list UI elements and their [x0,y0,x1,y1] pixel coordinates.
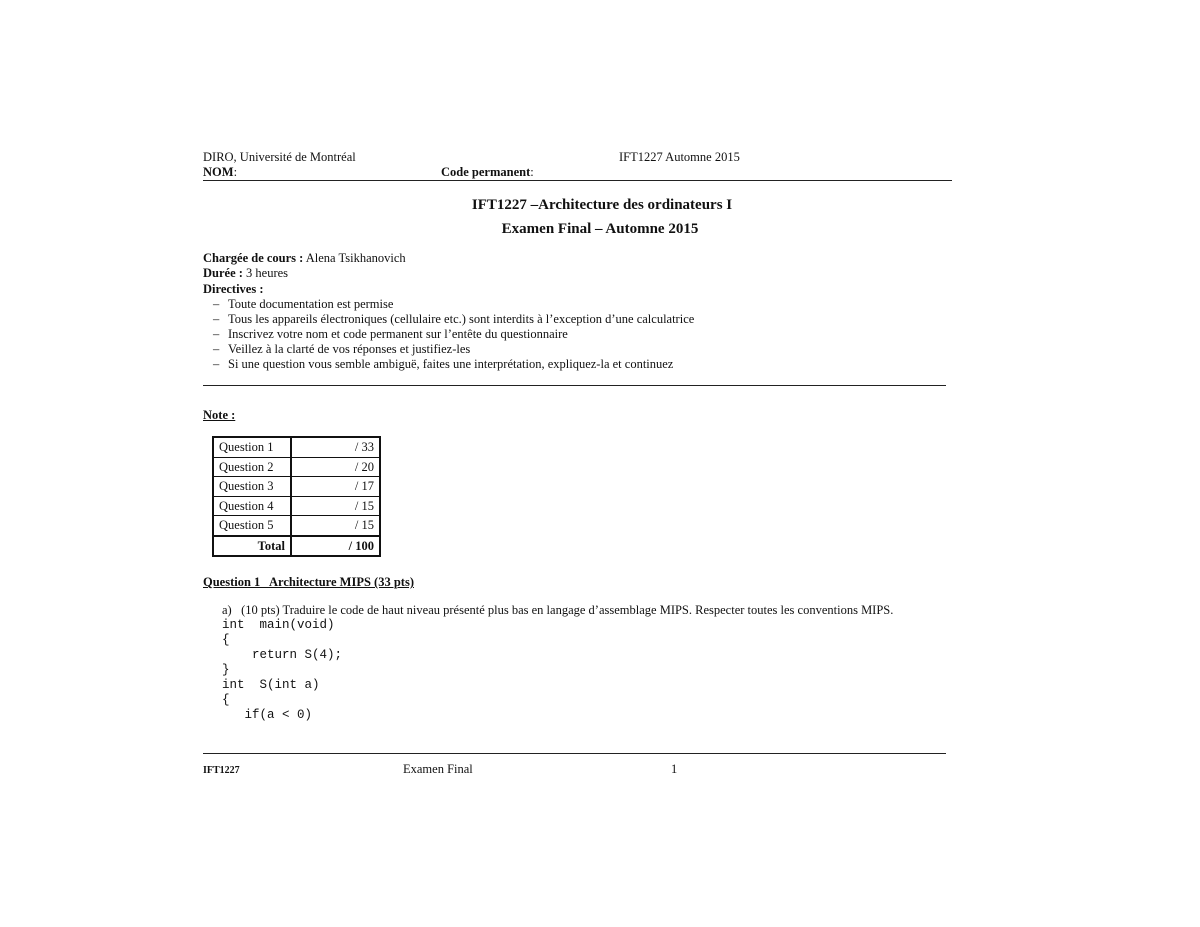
table-row [213,437,380,457]
course-term: IFT1227 Automne 2015 [619,150,740,164]
directive-item [213,357,673,372]
instructor-line [203,251,406,266]
code-line: int S(int a) [222,678,320,692]
total-row [213,536,380,557]
nom-field-label [203,165,237,180]
question-cell: Question 1 [213,437,291,457]
total-label: Total [213,536,291,557]
directive-text: Tous les appareils électroniques (cellulaire etc.) sont interdits à l’exception d’une calculatrice [228,312,695,326]
instructor-label: Chargée de cours : [203,251,304,265]
section-rule [203,385,946,386]
directive-dash: – [213,312,220,326]
institution-name: DIRO, Université de Montréal [203,150,356,164]
score-cell: / 17 [291,477,380,497]
directive-dash: – [213,297,220,311]
exam-title: IFT1227 –Architecture des ordinateurs I [471,197,733,213]
directive-text: Toute documentation est permise [228,297,394,311]
question-cell: Question 5 [213,516,291,536]
footer-course: IFT1227 [203,765,240,776]
question-cell: Question 2 [213,457,291,477]
code-permanent-field-label [441,165,534,180]
score-cell: / 15 [291,516,380,536]
code-line: return S(4); [222,648,343,662]
duration-value: 3 heures [242,266,289,280]
directive-text: Inscrivez votre nom et code permanent sur l’entête du questionnaire [228,327,568,341]
grades-label: Note : [203,408,236,422]
directive-dash: – [213,357,220,371]
footer-rule [203,753,946,754]
question1-part-a: a) (10 pts) Traduire le code de haut niveau présenté plus bas en langage d’assemblage MIPS. Respecter toutes les conventions MIPS. [222,603,894,617]
nom-colon: : [233,165,238,179]
directive-text: Veillez à la clarté de vos réponses et justifiez-les [228,342,471,356]
footer-exam: Examen Final [403,762,473,776]
table-row [213,477,380,497]
directive-dash: – [213,342,220,356]
code-line: } [222,663,230,677]
header-rule [203,180,952,181]
question-cell: Question 3 [213,477,291,497]
code-line: { [222,693,230,707]
duration-label: Durée : [203,266,243,280]
question-cell: Question 4 [213,496,291,516]
table-row [213,496,380,516]
code-line: { [222,633,230,647]
grades-table [212,436,381,557]
directive-item [213,342,470,357]
directive-text: Si une question vous semble ambiguë, faites une interprétation, expliquez-la et continuez [228,357,674,371]
directive-dash: – [213,327,220,341]
directives-label: Directives : [203,282,264,296]
directive-item [213,312,694,327]
code-line: if(a < 0) [222,708,313,722]
footer-page-number: 1 [671,762,678,776]
directive-item [213,327,568,342]
question1-heading: Question 1 Architecture MIPS (33 pts) [203,575,414,589]
score-cell: / 20 [291,457,380,477]
code-line: int main(void) [222,618,335,632]
duration-line [203,266,288,281]
score-cell: / 15 [291,496,380,516]
table-row [213,457,380,477]
score-cell: / 33 [291,437,380,457]
directive-item [213,297,393,312]
table-row [213,516,380,536]
code-permanent-label: Code permanent [441,165,531,179]
code-permanent-colon: : [530,165,534,179]
total-score: / 100 [291,536,380,557]
nom-label: NOM [203,165,234,179]
instructor-value: Alena Tsikhanovich [303,251,406,265]
exam-subtitle: Examen Final – Automne 2015 [501,221,699,237]
